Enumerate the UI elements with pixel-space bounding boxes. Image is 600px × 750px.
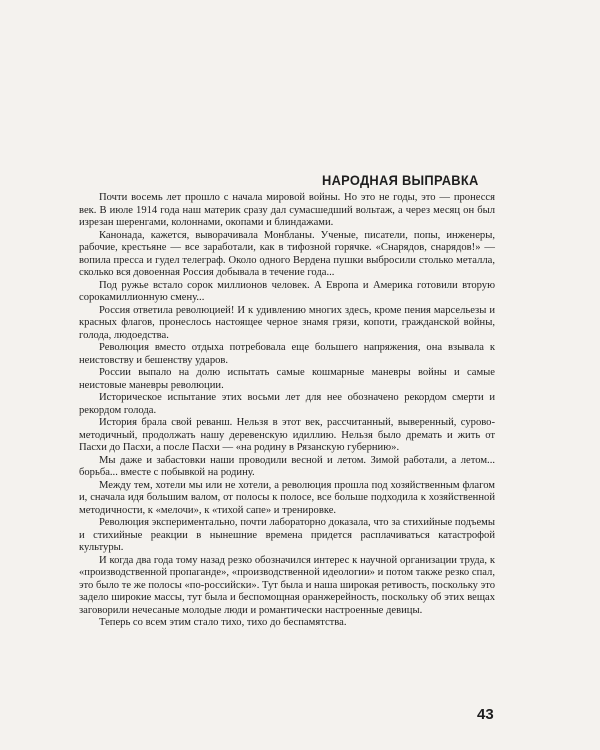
paragraph: История брала свой реванш. Нельзя в этот век, рассчитанный, выверенный, сурово-методичный, продолжать нашу деревенскую идиллию. Нельзя было дремать и жить от Пасхи до Пасхи, а после Пасхи — «на родину в Рязанскую губернию».: [79, 417, 495, 453]
paragraph: Под ружье встало сорок миллионов человек. А Европа и Америка готовили вторую сорокамиллионную смену...: [79, 279, 495, 303]
article-body: [79, 192, 495, 630]
paragraph: Историческое испытание этих восьми лет для нее обозначено рекордом смерти и рекордом голода.: [79, 392, 495, 416]
paragraph: И когда два года тому назад резко обозначился интерес к научной организации труда, к «производственной пропаганде», «производственной идеологии» и потом также резко спал, это было те же полосы «по-российски». Тут была и наша широкая ретивость, поскольку это задело широкие массы, тут была и беспомощная оранжерейность, поскольку об этих вещах заговорили нечесаные молодые люди и романтически настроенные девицы.: [79, 554, 495, 616]
paragraph: России выпало на долю испытать самые кошмарные маневры войны и самые неистовые маневры революции.: [79, 367, 495, 391]
paragraph: Теперь со всем этим стало тихо, тихо до беспамятства.: [99, 617, 347, 628]
paragraph: Революция экспериментально, почти лабораторно доказала, что за стихийные подъемы и стихийные реакции в нынешние времена придется расплачиваться катастрофой культуры.: [79, 517, 495, 553]
paragraph: Мы даже и забастовки наши проводили весной и летом. Зимой работали, а летом... борьба... вместе с побывкой на родину.: [79, 454, 495, 478]
paragraph: Революция вместо отдыха потребовала еще большего напряжения, она взывала к неистовству и бешенству ударов.: [79, 342, 495, 366]
paragraph: Канонада, кажется, выворачивала Монбланы. Ученые, писатели, попы, инженеры, рабочие, крестьяне — все заработали, как в тифозной горячке. «Снарядов, снарядов!» — вопила пресса и гудел телеграф. Около одного Вердена пушки выбросили столько металла, сколько вся довоенная Россия добывала в течение года...: [79, 229, 495, 278]
paragraph: Почти восемь лет прошло с начала мировой войны. Но это не годы, это — пронесся век. В июле 1914 года наш материк сразу дал сумасшедший вольтаж, а через месяц он был изрезан шеренгами, колоннами, окопами и блиндажами.: [79, 192, 495, 228]
page-number: 43: [477, 706, 494, 723]
chapter-title: НАРОДНАЯ ВЫПРАВКА: [322, 172, 479, 188]
paragraph: Россия ответила революцией! И к удивлению многих здесь, кроме пения марсельезы и красных флагов, пронеслось настоящее черное знамя грязи, копоти, гражданской войны, голода, людоедства.: [79, 304, 495, 341]
paragraph: Между тем, хотели мы или не хотели, а революция прошла под хозяйственным флагом и, сначала идя большим валом, от полосы к полосе, все больше подходила к хозяйственной методичности, к «мелочи», к «тихой сапе» и тренировке.: [79, 479, 495, 516]
